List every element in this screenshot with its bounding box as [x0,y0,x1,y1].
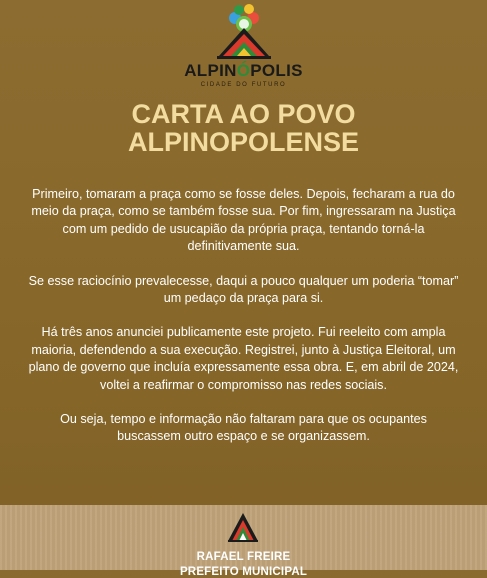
brand-name [184,61,303,81]
brand-accent: Ó [236,61,251,80]
title-line-2: ALPINOPOLENSE [127,127,360,157]
signatory-name: RAFAEL FREIRE [196,551,291,563]
paragraph: Há três anos anunciei publicamente este projeto. Fui reeleito com ampla maioria, defendendo a sua execução. Registrei, junto à Justiça Eleitoral, um plano de governo que incluía expressamente essa obra. E, em abril de 2024, voltei a reafirmar o compromisso nas redes sociais. [28,325,459,392]
title-line-1: CARTA AO POVO [131,99,356,129]
paragraph: Ou seja, tempo e informação não faltaram para que os ocupantes buscassem outro espaço e se organizassem. [60,412,427,444]
paragraph: Primeiro, tomaram a praça como se fosse deles. Depois, fecharam a rua do meio da praça, como se também fosse sua. Por fim, ingressaram na Justiça com um pedido de usucapião da própria praça, tentando torná-la definitivamente sua. [31,187,456,254]
emblem-icon [226,509,260,543]
city-emblem-icon [209,2,279,60]
letter-title [0,100,487,156]
brand-part2: POLIS [250,61,303,80]
letter-body [28,186,459,463]
paragraph: Se esse raciocínio prevalecesse, daqui a pouco qualquer um poderia “tomar” um pedaço da praça para si. [28,273,459,306]
brand-part1: ALPIN [184,61,237,80]
brand-tagline: CIDADE DO FUTURO [200,82,287,88]
signatory-role: PREFEITO MUNICIPAL [179,566,308,578]
header-logo [0,2,487,88]
signature-footer [0,505,487,578]
